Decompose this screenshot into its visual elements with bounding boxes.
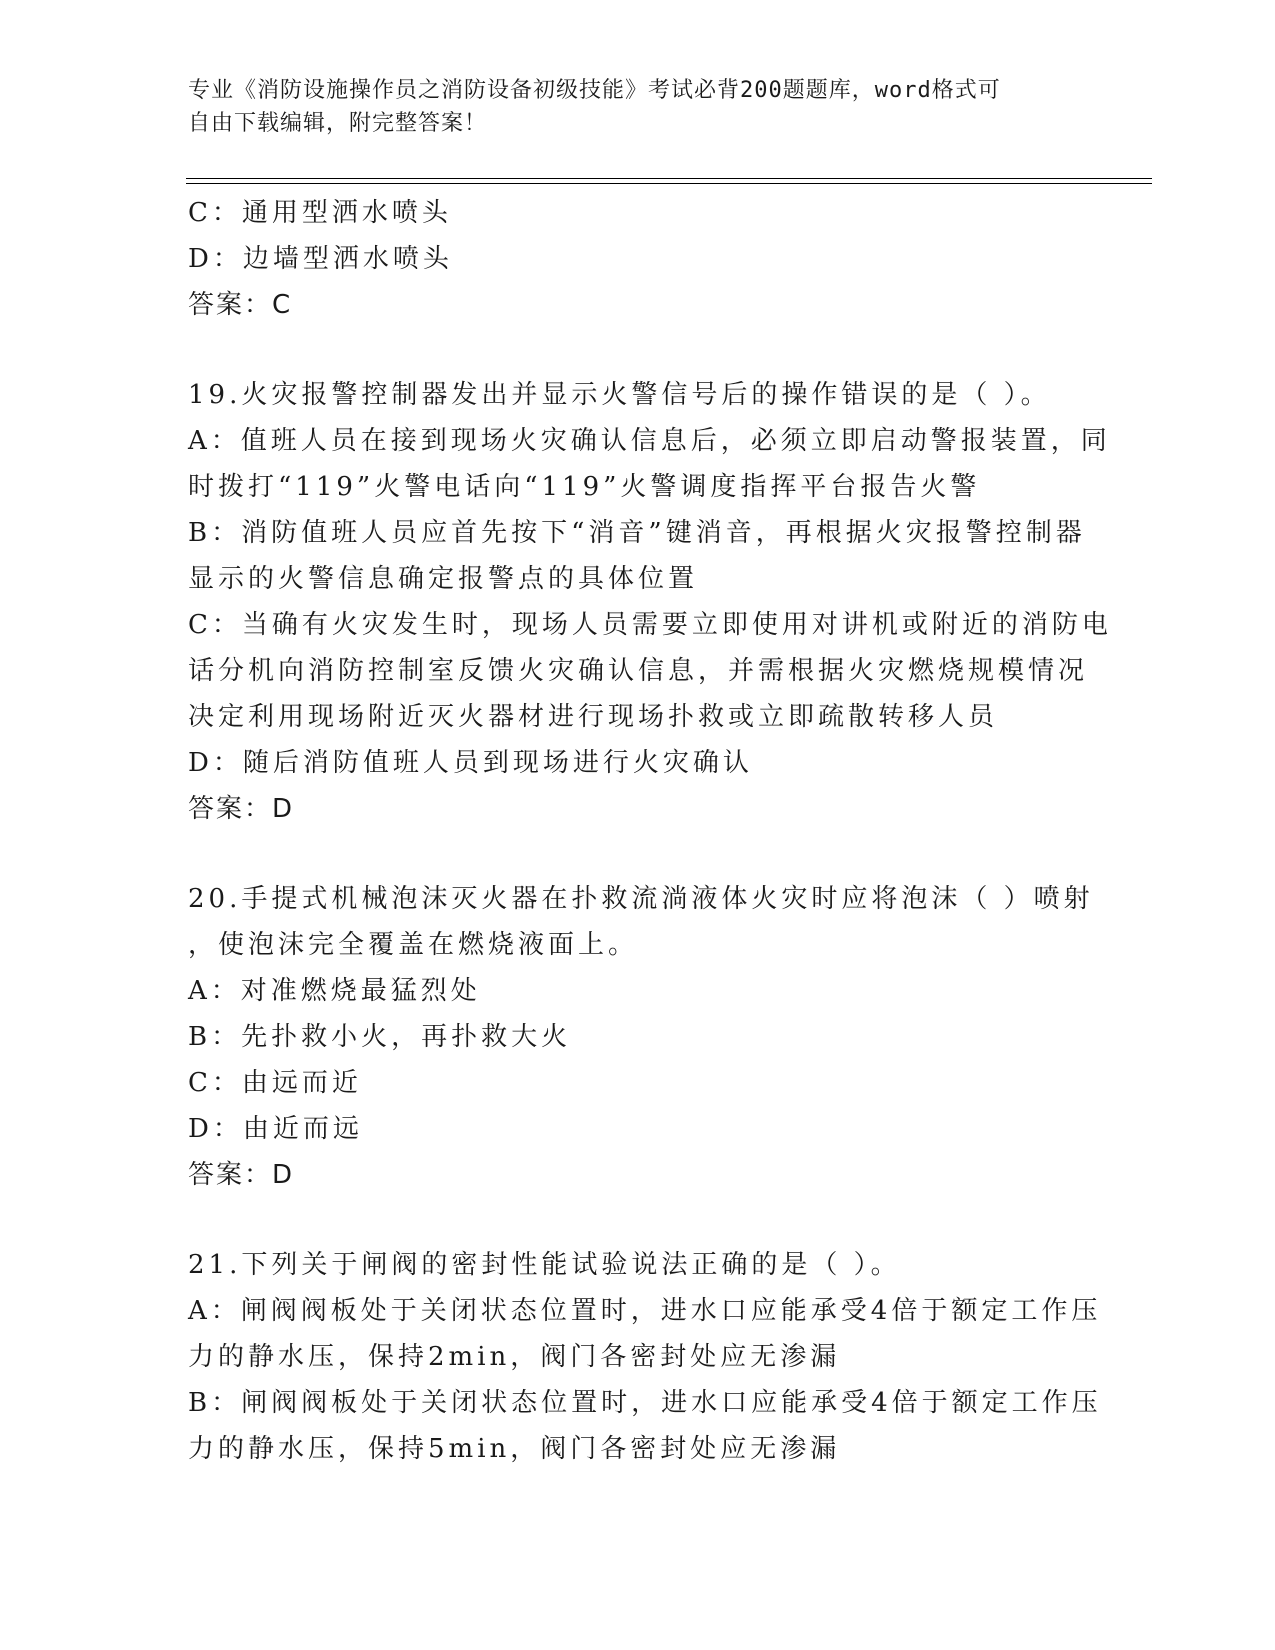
question-gap (188, 1198, 1078, 1242)
question-gap (188, 328, 1078, 372)
header-rule-top (186, 178, 1152, 179)
question-stem: 19.火灾报警控制器发出并显示火警信号后的操作错误的是（ ）。 (188, 380, 1051, 410)
header-line-2: 自由下载编辑，附完整答案！ (188, 111, 488, 136)
answer-line: 答案：C (188, 290, 293, 320)
option-a: A：闸阀阀板处于关闭状态位置时，进水口应能承受4倍于额定工作压 (188, 1296, 1102, 1326)
option-c: C：通用型洒水喷头 (188, 198, 452, 228)
header-rule-bottom (186, 183, 1152, 184)
option-c-continued-2: 决定利用现场附近灭火器材进行现场扑救或立即疏散转移人员 (188, 702, 999, 732)
answer-line: 答案：D (188, 1160, 295, 1190)
option-a-continued: 力的静水压，保持2min，阀门各密封处应无渗漏 (188, 1342, 841, 1372)
option-d: D：随后消防值班人员到现场进行火灾确认 (188, 748, 753, 778)
option-a: A：对准燃烧最猛烈处 (188, 976, 481, 1006)
document-header (188, 74, 1068, 140)
option-c-continued: 话分机向消防控制室反馈火灾确认信息，并需根据火灾燃烧规模情况 (188, 656, 1089, 686)
answer-line: 答案：D (188, 794, 295, 824)
question-19 (188, 372, 1112, 832)
question-stem-continued: ，使泡沫完全覆盖在燃烧液面上。 (188, 930, 639, 960)
question-20 (188, 876, 1094, 1198)
document-body (188, 190, 1112, 1472)
option-b: B：闸阀阀板处于关闭状态位置时，进水口应能承受4倍于额定工作压 (188, 1388, 1102, 1418)
option-b: B：消防值班人员应首先按下“消音”键消音，再根据火灾报警控制器 (188, 518, 1086, 548)
option-c: C：当确有火灾发生时，现场人员需要立即使用对讲机或附近的消防电 (188, 610, 1112, 640)
option-a-continued: 时拨打“119”火警电话向“119”火警调度指挥平台报告火警 (188, 472, 981, 502)
option-b: B：先扑救小火，再扑救大火 (188, 1022, 572, 1052)
question-stem: 20.手提式机械泡沫灭火器在扑救流淌液体火灾时应将泡沫（ ）喷射 (188, 884, 1094, 914)
header-line-1: 专业《消防设施操作员之消防设备初级技能》考试必背200题题库，word格式可 (188, 78, 1001, 103)
option-b-continued: 力的静水压，保持5min，阀门各密封处应无渗漏 (188, 1434, 841, 1464)
question-stem: 21.下列关于闸阀的密封性能试验说法正确的是（ ）。 (188, 1250, 901, 1280)
option-d: D：边墙型洒水喷头 (188, 244, 453, 274)
option-b-continued: 显示的火警信息确定报警点的具体位置 (188, 564, 699, 594)
option-c: C：由远而近 (188, 1068, 362, 1098)
question-gap (188, 832, 1078, 876)
question-18-tail (188, 190, 1078, 328)
option-a: A：值班人员在接到现场火灾确认信息后，必须立即启动警报装置，同 (188, 426, 1111, 456)
question-21 (188, 1242, 1102, 1472)
option-d: D：由近而远 (188, 1114, 363, 1144)
